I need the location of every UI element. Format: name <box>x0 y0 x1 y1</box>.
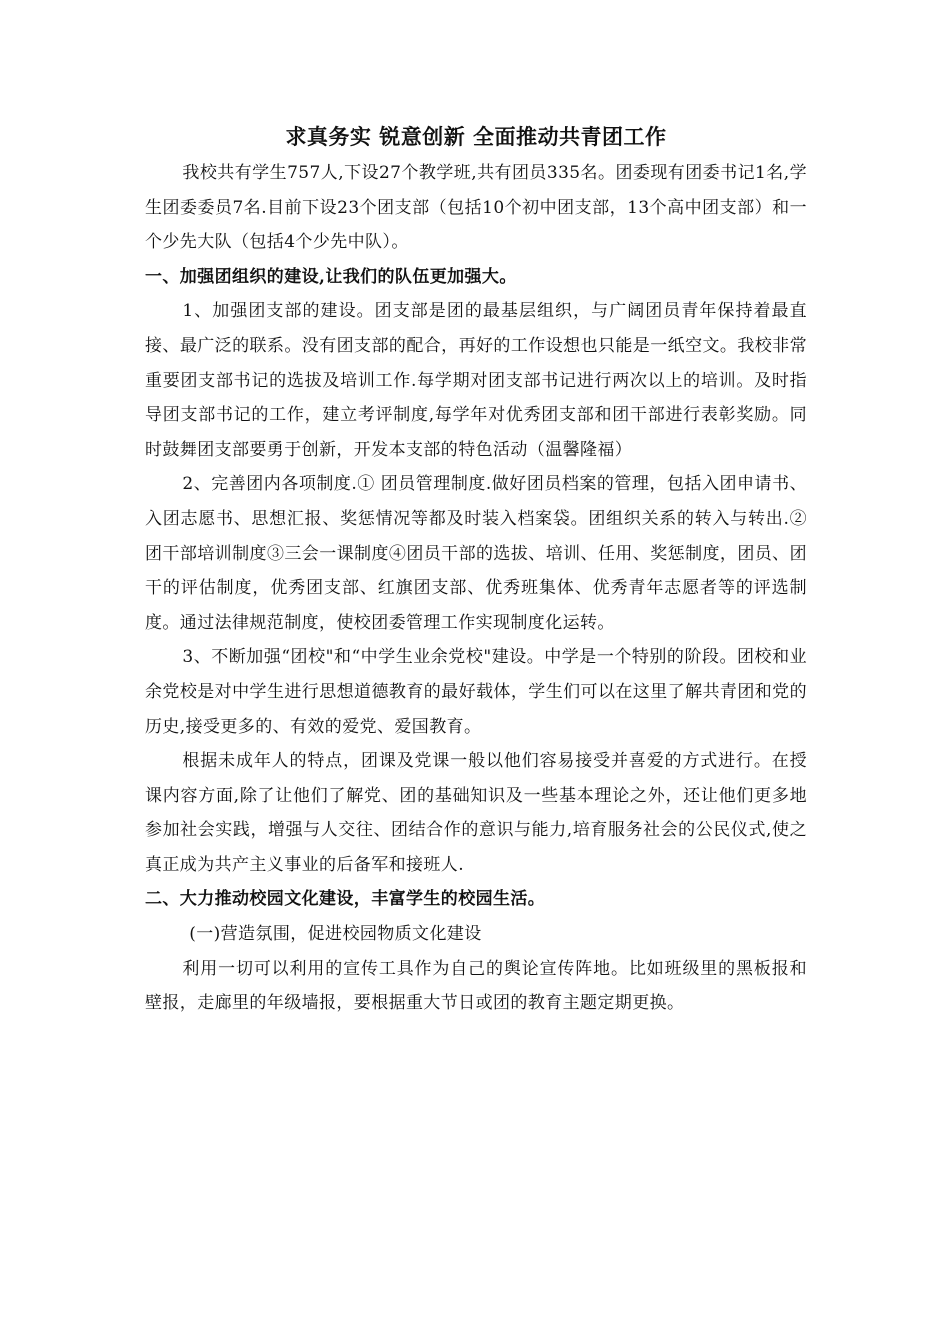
section-2-paragraph-1: 利用一切可以利用的宣传工具作为自己的舆论宣传阵地。比如班级里的黑板报和壁报，走廊里的年级墙报，要根据重大节日或团的教育主题定期更换。 <box>145 958 807 1014</box>
section-2-heading: 二、大力推动校园文化建设，丰富学生的校园生活。 <box>145 889 546 910</box>
section-2-subheading: (一)营造氛围，促进校园物质文化建设 <box>189 924 482 945</box>
section-1-heading: 一、加强团组织的建设,让我们的队伍更加强大。 <box>145 266 517 287</box>
intro-paragraph: 我校共有学生757人,下设27个教学班,共有团员335名。团委现有团委书记1名,学生团委委员7名.目前下设23个团支部（包括10个初中团支部，13个高中团支部）和一个少先大队（包括4个少先中队）。 <box>145 163 807 253</box>
section-1-paragraph-1: 1、加强团支部的建设。团支部是团的最基层组织，与广阔团员青年保持着最直接、最广泛的联系。没有团支部的配合，再好的工作设想也只能是一纸空文。我校非常重要团支部书记的选拔及培训工作.每学期对团支部书记进行两次以上的培训。及时指导团支部书记的工作，建立考评制度,每学年对优秀团支部和团干部进行表彰奖励。同时鼓舞团支部要勇于创新，开发本支部的特色活动（温馨隆福） <box>145 301 807 460</box>
section-1-paragraph-3: 3、不断加强“团校"和“中学生业余党校"建设。中学是一个特别的阶段。团校和业余党校是对中学生进行思想道德教育的最好载体，学生们可以在这里了解共青团和党的历史,接受更多的、有效的爱党、爱国教育。 <box>145 647 807 737</box>
section-1-paragraph-4: 根据未成年人的特点，团课及党课一般以他们容易接受并喜爱的方式进行。在授课内容方面,除了让他们了解党、团的基础知识及一些基本理论之外，还让他们更多地参加社会实践，增强与人交往、团结合作的意识与能力,培育服务社会的公民仪式,使之真正成为共产主义事业的后备军和接班人. <box>145 751 807 875</box>
document-page <box>145 118 807 1021</box>
section-1-paragraph-2: 2、完善团内各项制度.① 团员管理制度.做好团员档案的管理，包括入团申请书、入团志愿书、思想汇报、奖惩情况等都及时装入档案袋。团组织关系的转入与转出.② 团干部培训制度③三会一课制度④团员干部的选拔、培训、任用、奖惩制度，团员、团干的评估制度，优秀团支部、红旗团支部、优秀班集体、优秀青年志愿者等的评选制度。通过法律规范制度，使校团委管理工作实现制度化运转。 <box>145 474 807 633</box>
document-title: 求真务实 锐意创新 全面推动共青团工作 <box>285 124 667 149</box>
